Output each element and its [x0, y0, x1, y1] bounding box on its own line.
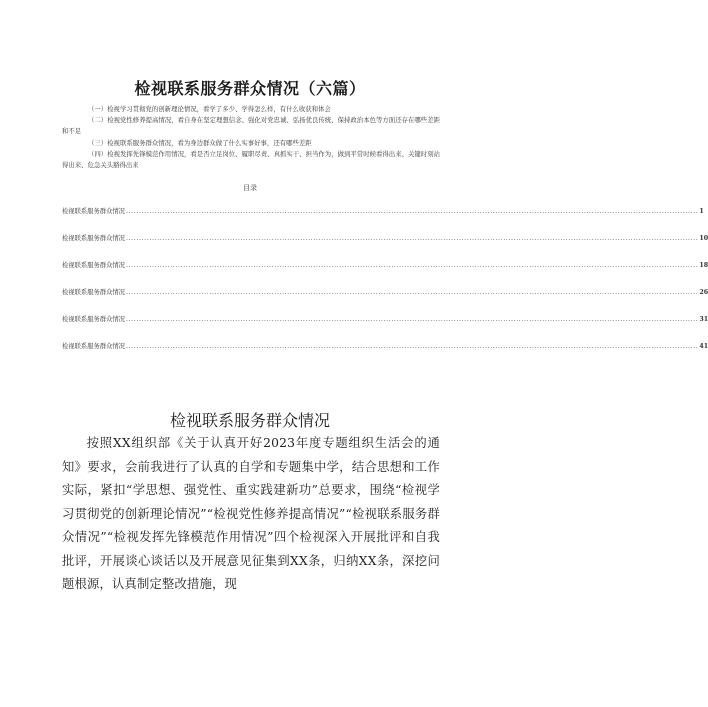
toc-entry-page: 18: [699, 262, 708, 269]
body-paragraph: 按照XX组织部《关于认真开好2023年度专题组织生活会的通知》要求，会前我进行了认真的自学和专题集中学，结合思想和工作实际，紧扣“学思想、强党性、重实践建新功”总要求，围绕“检视学习贯彻党的创新理论情况”“检视党性修养提高情况”“检视联系服务群众情况”“检视发挥先锋模范作用情况”四个检视深入开展批评和自我批评，开展谈心谈话以及开展意见征集到XX条，归纳XX条，深挖问题根源，认真制定整改措施，现: [62, 436, 440, 591]
topic-list: [62, 104, 440, 171]
topic-item: （四）检视发挥先锋模范作用情况，看是否立足岗位、履职尽责、真抓实干、担当作为，做到平常时候看得出来、关键时刻站得出来、危急关头豁得出来: [62, 149, 440, 170]
table-of-contents: [62, 206, 708, 368]
toc-entry-label: 检视联系服务群众情况: [62, 262, 125, 269]
document-title: 检视联系服务群众情况（六篇）: [134, 79, 366, 98]
topic-item: （一）检视学习贯彻党的创新理论情况，看学了多少、学得怎么样，有什么收获和体会: [88, 105, 331, 113]
toc-entry[interactable]: [62, 341, 708, 368]
toc-entry-label: 检视联系服务群众情况: [62, 289, 125, 296]
toc-entry-page: 31: [699, 316, 708, 323]
topic-item: （三）检视联系服务群众情况，看为身边群众做了什么实事好事，还有哪些差距: [88, 138, 312, 147]
section-title: 检视联系服务群众情况: [169, 411, 330, 430]
toc-entry-page: 1: [699, 208, 704, 215]
toc-entry-label: 检视联系服务群众情况: [62, 235, 125, 242]
toc-dot-leader: ............................................................................................................................................................................................................................: [125, 316, 699, 323]
toc-dot-leader: ............................................................................................................................................................................................................................: [125, 262, 699, 269]
toc-entry[interactable]: [62, 233, 708, 260]
topic-item: （二）检视党性修养提高情况，看自身在坚定理想信念、强化对党忠诚、弘扬优良传统、保持政治本色等方面还存在哪些差距和不足: [62, 116, 440, 136]
toc-entry-page: 41: [699, 343, 708, 350]
toc-entry-page: 10: [699, 235, 708, 242]
toc-dot-leader: ............................................................................................................................................................................................................................: [125, 343, 699, 350]
toc-entry-label: 检视联系服务群众情况: [62, 208, 125, 215]
toc-entry-label: 检视联系服务群众情况: [62, 316, 125, 323]
toc-heading: 目录: [243, 184, 257, 192]
toc-dot-leader: ............................................................................................................................................................................................................................: [125, 208, 699, 215]
toc-entry[interactable]: [62, 206, 704, 233]
toc-entry-label: 检视联系服务群众情况: [62, 343, 125, 350]
toc-dot-leader: ............................................................................................................................................................................................................................: [125, 235, 699, 242]
toc-dot-leader: ............................................................................................................................................................................................................................: [125, 289, 699, 296]
toc-entry-page: 26: [699, 289, 708, 296]
toc-entry[interactable]: [62, 287, 708, 314]
toc-entry[interactable]: [62, 314, 708, 341]
toc-entry[interactable]: [62, 260, 708, 287]
